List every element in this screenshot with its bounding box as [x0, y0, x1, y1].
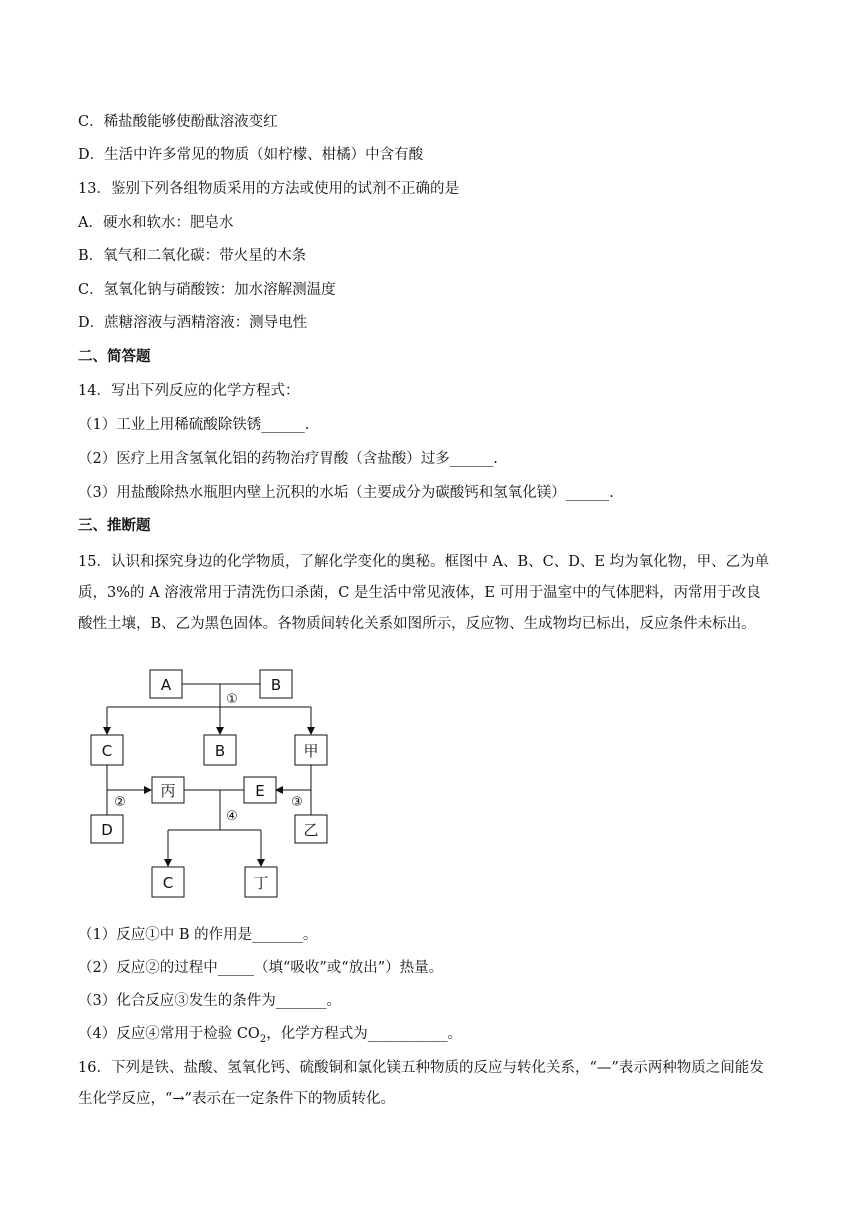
q12-option-c: C．稀盐酸能够使酚酞溶液变红 [78, 114, 278, 130]
q15-part-2: （2）反应②的过程中_____（填“吸收”或“放出”）热量。 [78, 960, 444, 976]
q15-part-4-tail: ，化学方程式为___________。 [266, 1026, 462, 1042]
label-c-mid: C [101, 742, 113, 760]
q14-stem: 14．写出下列反应的化学方程式： [78, 383, 300, 399]
q14-part-1: （1）工业上用稀硫酸除铁锈______. [78, 417, 310, 433]
q15-part-4-subscript: 2 [259, 1033, 267, 1045]
q16-stem-line-1: 16．下列是铁、盐酸、氢氧化钙、硫酸铜和氯化镁五种物质的反应与转化关系，“—”表示两种物质之间能发 [78, 1060, 764, 1076]
label-reaction-4: ④ [226, 809, 238, 824]
label-e: E [255, 782, 265, 800]
q15-part-1: （1）反应①中 B 的作用是_______。 [78, 927, 318, 943]
label-jia: 甲 [303, 742, 319, 760]
label-reaction-3: ③ [291, 795, 303, 810]
q14-part-3: （3）用盐酸除热水瓶胆内壁上沉积的水垢（主要成分为碳酸钙和氢氧化镁）______. [78, 485, 614, 501]
q13-option-b: B．氧气和二氧化碳：带火星的木条 [78, 248, 307, 264]
q15-part-3: （3）化合反应③发生的条件为_______。 [78, 993, 341, 1009]
section-title-short-answer: 二、简答题 [78, 348, 151, 365]
q15-part-4 [78, 1024, 462, 1050]
label-c-bottom: C [162, 874, 174, 892]
q13-option-d: D．蔗糖溶液与酒精溶液：测导电性 [78, 315, 308, 331]
q13-option-c: C．氢氧化钠与硝酸铵：加水溶解测温度 [78, 282, 336, 298]
q15-stem-line-2: 质，3%的 A 溶液常用于清洗伤口杀菌，C 是生活中常见液体，E 可用于温室中的气体肥料，丙常用于改良 [78, 585, 761, 601]
label-a: A [160, 676, 172, 694]
section-title-inference: 三、推断题 [78, 517, 151, 534]
label-ding: 丁 [253, 874, 269, 892]
q13-stem: 13．鉴别下列各组物质采用的方法或使用的试剂不正确的是 [78, 181, 459, 197]
q15-part-4-text: （4）反应④常用于检验 CO [78, 1026, 260, 1042]
label-yi: 乙 [303, 821, 319, 839]
label-reaction-2: ② [114, 795, 126, 810]
label-reaction-1: ① [226, 692, 238, 707]
q15-stem-line-1: 15．认识和探究身边的化学物质，了解化学变化的奥秘。框图中 A、B、C、D、E 均为氧化物，甲、乙为单 [78, 554, 770, 570]
q15-stem-line-3: 酸性土壤，B、乙为黑色固体。各物质间转化关系如图所示，反应物、生成物均已标出，反应条件未标出。 [78, 616, 756, 632]
transformation-diagram [80, 660, 340, 900]
q16-stem-line-2: 生化学反应，“→”表示在一定条件下的物质转化。 [78, 1091, 395, 1107]
label-b-top: B [270, 676, 282, 694]
q13-option-a: A．硬水和软水：肥皂水 [78, 215, 234, 231]
label-b-mid: B [214, 742, 226, 760]
q12-option-d: D．生活中许多常见的物质（如柠檬、柑橘）中含有酸 [78, 147, 424, 163]
label-bing: 丙 [160, 782, 176, 800]
label-d: D [101, 821, 113, 839]
q14-part-2: （2）医疗上用含氢氧化铝的药物治疗胃酸（含盐酸）过多______. [78, 451, 498, 467]
